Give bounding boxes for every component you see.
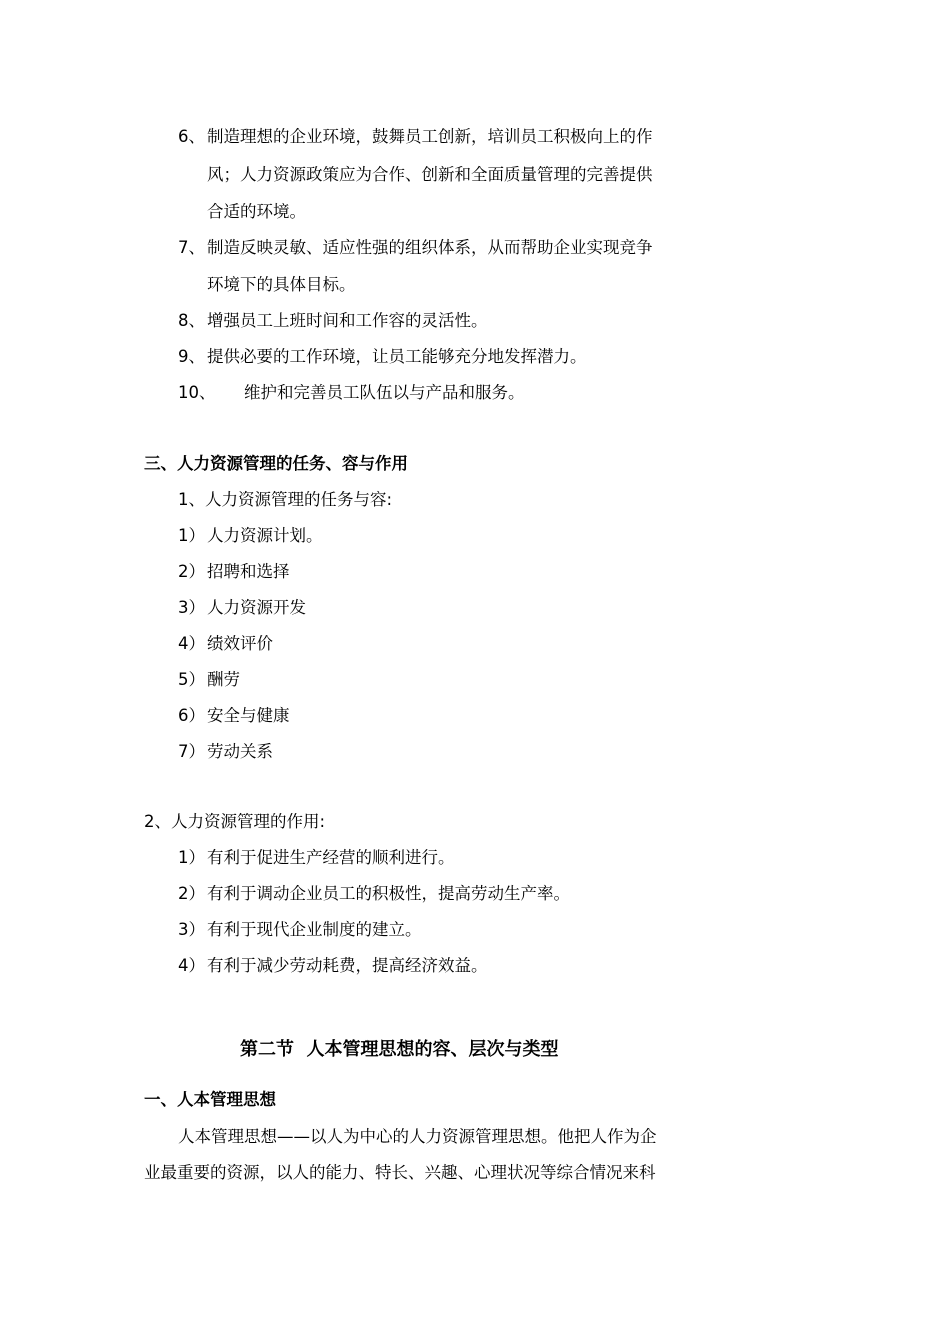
task-1-text: 人力资源计划。 [207, 526, 323, 545]
task-6-text: 安全与健康 [207, 706, 290, 725]
task-7-text: 劳动关系 [207, 742, 273, 761]
list-item-10-number: 10、 [178, 383, 216, 402]
list-item-6-line-2: 风；人力资源政策应为合作、创新和全面质量管理的完善提供 [207, 165, 653, 184]
role-2-number: 2） [178, 884, 205, 903]
list-item-8-number: 8、 [178, 311, 205, 330]
task-1-number: 1） [178, 526, 205, 545]
task-2-text: 招聘和选择 [207, 562, 290, 581]
section-3-subheading-1: 1、人力资源管理的任务与容: [178, 490, 393, 509]
list-item-7-line-2: 环境下的具体目标。 [207, 275, 356, 294]
list-item-6-line-1: 制造理想的企业环境，鼓舞员工创新，培训员工积极向上的作 [207, 127, 653, 146]
chapter-section-title: 第二节 人本管理思想的容、层次与类型 [240, 1039, 559, 1060]
task-5-text: 酬劳 [207, 670, 240, 689]
task-2-number: 2） [178, 562, 205, 581]
role-1-number: 1） [178, 848, 205, 867]
list-item-10-text: 维护和完善员工队伍以与产品和服务。 [244, 383, 525, 402]
paragraph-line-2: 业最重要的资源，以人的能力、特长、兴趣、心理状况等综合情况来科 [144, 1163, 656, 1182]
list-item-7-number: 7、 [178, 238, 205, 257]
paragraph-line-1: 人本管理思想——以人为中心的人力资源管理思想。他把人作为企 [178, 1127, 657, 1146]
task-5-number: 5） [178, 670, 205, 689]
task-7-number: 7） [178, 742, 205, 761]
role-1-text: 有利于促进生产经营的顺利进行。 [207, 848, 455, 867]
task-3-number: 3） [178, 598, 205, 617]
task-3-text: 人力资源开发 [207, 598, 306, 617]
role-3-number: 3） [178, 920, 205, 939]
task-4-number: 4） [178, 634, 205, 653]
section-3-heading: 三、人力资源管理的任务、容与作用 [144, 454, 408, 473]
section-3-subheading-2: 2、人力资源管理的作用: [144, 812, 326, 831]
section-one-heading: 一、人本管理思想 [144, 1090, 276, 1109]
list-item-6-number: 6、 [178, 127, 205, 146]
list-item-8-text: 增强员工上班时间和工作容的灵活性。 [207, 311, 488, 330]
list-item-6-line-3: 合适的环境。 [207, 202, 306, 221]
role-3-text: 有利于现代企业制度的建立。 [207, 920, 422, 939]
list-item-7-line-1: 制造反映灵敏、适应性强的组织体系，从而帮助企业实现竞争 [207, 238, 653, 257]
role-2-text: 有利于调动企业员工的积极性，提高劳动生产率。 [207, 884, 570, 903]
task-4-text: 绩效评价 [207, 634, 273, 653]
list-item-9-text: 提供必要的工作环境，让员工能够充分地发挥潜力。 [207, 347, 587, 366]
role-4-number: 4） [178, 956, 205, 975]
list-item-9-number: 9、 [178, 347, 205, 366]
role-4-text: 有利于减少劳动耗费，提高经济效益。 [207, 956, 488, 975]
task-6-number: 6） [178, 706, 205, 725]
